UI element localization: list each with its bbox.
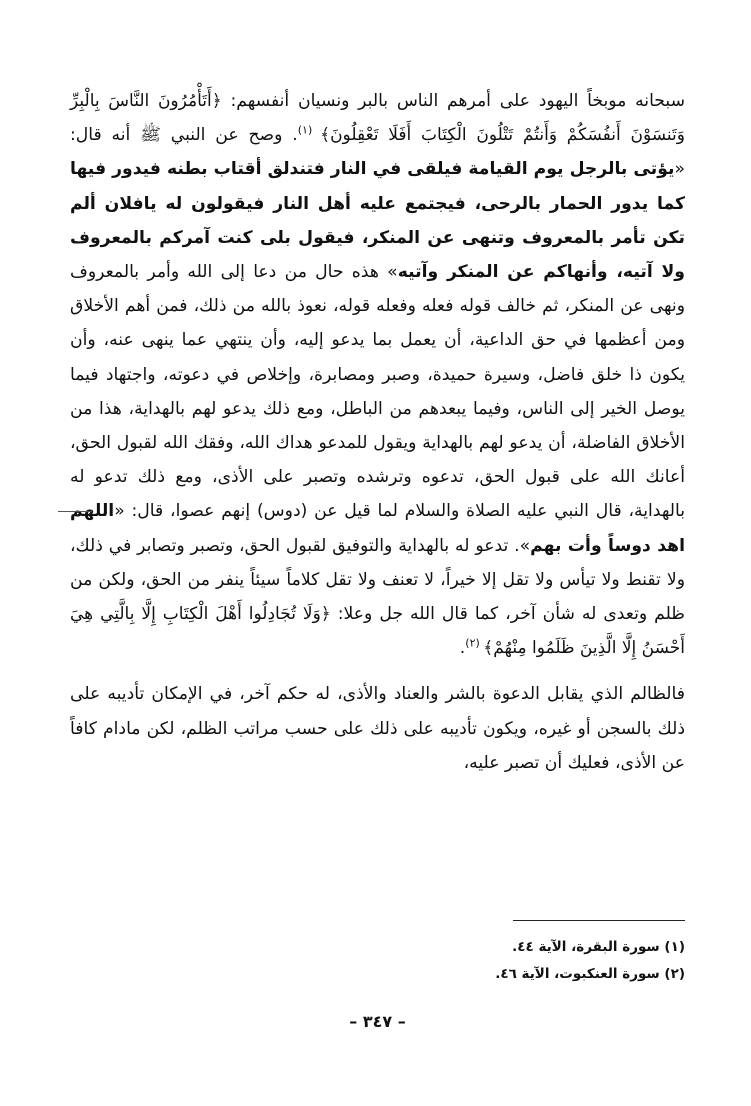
text-run: فالظالم الذي يقابل الدعوة بالشر والعناد والأذى، له حكم آخر، في الإمكان تأديبه على ذلك بالسجن أو غيره، ويكون تأديبه على ذلك على حسب مراتب الظلم، لكن مادام كافاً عن الأذى، فعليك أن تصبر عليه، xyxy=(70,684,685,773)
paragraph-2 xyxy=(70,677,685,780)
text-run: . xyxy=(459,638,466,659)
quran-verse: ﴿أَتَأْمُرُونَ النَّاسَ بِالْبِرِّ وَتَنسَوْنَ أَنفُسَكُمْ وَأَنتُمْ تَتْلُونَ الْكِتَابَ أَفَلَا تَعْقِلُونَ﴾ xyxy=(70,91,685,146)
page-number: – ٣٤٧ – xyxy=(349,1012,406,1031)
paragraph-1 xyxy=(70,84,685,665)
text-run: سبحانه موبخاً اليهود على أمرهم الناس بالبر ونسيان أنفسهم: xyxy=(221,91,685,111)
text-run: ». تدعو له بالهداية والتوفيق لقبول الحق، وتصبر وتصابر في ذلك، ولا تقنط ولا تيأس ولا تقل إلا خيراً، لا تعنف ولا تقل كلاماً سيئاً ينفر من الحق، ولكن من ظلم وتعدى له شأن آخر، كما قال الله جل وعلا: xyxy=(70,535,685,625)
footnote-2: (٢) سورة العنكبوت، الآية ٤٦. xyxy=(495,966,685,982)
footnote-separator xyxy=(513,920,685,921)
hadith-quote: يؤتى بالرجل يوم القيامة فيلقى في النار فتندلق أقتاب بطنه فيدور فيها كما يدور الحمار بالرحى، فيجتمع عليه أهل النار فيقولون له يافلان ألم تكن تأمر بالمعروف وتنهى عن المنكر، فيقول بلى كنت آمركم بالمعروف ولا آتيه، وأنهاكم عن المنكر وآتيه xyxy=(70,159,685,283)
quran-verse: ﴿وَلَا تُجَادِلُوا أَهْلَ الْكِتَابِ إِلَّا بِالَّتِي هِيَ أَحْسَنُ إِلَّا الَّذِينَ ظَلَمُوا مِنْهُمْ﴾ xyxy=(70,604,685,659)
text-run: » هذه حال من دعا إلى الله وأمر بالمعروف ونهى عن المنكر، ثم خالف قوله فعله وفعله قوله، نعوذ بالله من ذلك، فمن أهم الأخلاق ومن أعظمها في حق الداعية، أن يعمل بما يدعو إليه، وأن ينتهي عما ينهى عنه، وأن يكون ذا خلق فاضل، وسيرة حميدة، وصبر ومصابرة، وإخلاص في دعوته، واجتهاد فيما يوصل الخير إلى الناس، وفيما يبعدهم من الباطل، ومع ذلك يدعو لهم بالهداية، هذا من الأخلاق الفاضلة، أن يدعو لهم بالهداية ويقول للمدعو هداك الله، وفقك الله لقبول الحق، أعانك الله على قبول الحق، تدعوه وترشده وتصبر على الأذى، ومع ذلك تدعو له بالهداية، قال النبي عليه الصلاة والسلام لما قيل عن (دوس) إنهم عصوا، قال: « xyxy=(70,262,685,522)
footnote-1: (١) سورة البقرة، الآية ٤٤. xyxy=(512,939,685,955)
footnotes xyxy=(70,934,685,988)
footnote-ref: (٢) xyxy=(465,636,484,650)
footnote-ref: (١) xyxy=(297,123,321,137)
book-page xyxy=(70,84,685,1074)
hadith-quote: اللهم اهد دوساً وأت بهم xyxy=(70,501,685,556)
main-text xyxy=(70,84,685,780)
text-run: . وصح عن النبي ﷺ أنه قال: « xyxy=(70,125,685,180)
margin-mark xyxy=(58,511,92,512)
